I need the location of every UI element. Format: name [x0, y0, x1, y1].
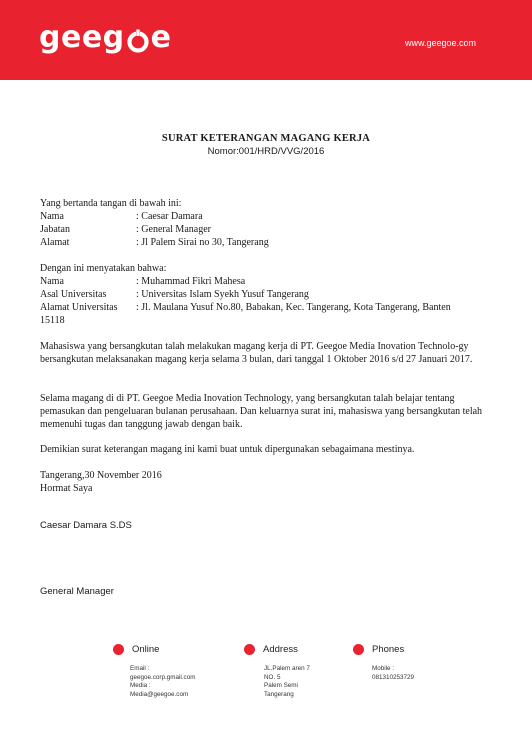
footer-phones-details: Mobile : 081310253729: [372, 665, 415, 681]
logo-o-mark-icon: [126, 26, 150, 50]
geegoe-logo: geeg e: [39, 19, 172, 55]
student-label: Asal Universitas: [40, 289, 107, 300]
signer-label: Alamat: [40, 237, 70, 248]
paragraph-closing: Demikian surat keterangan magang ini kami buat untuk dipergunakan sebagaimana mestinya.: [40, 444, 415, 455]
student-label: Nama: [40, 276, 64, 287]
signer-value: : Caesar Damara: [136, 211, 203, 222]
signer-row: [40, 210, 492, 223]
signer-value: : Jl Palem Sirai no 30, Tangerang: [136, 237, 269, 248]
document-number: Nomor:001/HRD/VVG/2016: [207, 146, 325, 157]
student-value: : Muhammad Fikri Mahesa: [136, 276, 246, 287]
student-label: Alamat Universitas: [40, 302, 118, 313]
student-address-continuation: 15118: [40, 315, 65, 326]
footer-address-details: JL.Palem aren 7 NO. 5 Palem Semi Tangerang: [264, 665, 310, 698]
student-section: [40, 262, 492, 327]
paragraph-internship: Mahasiswa yang bersangkutan talah melakukan magang kerja di PT. Geegoe Media Inovation Technolo-gy bersangkutan melaksanakan magang kerja selama 3 bulan, dari tanggal 1 Oktober 2016 s/d 27 Januari 2017.: [40, 341, 473, 365]
footer-online-details: Email : geegoe.corp.gmail.com Media : Media@geegoe.com: [130, 665, 196, 698]
place-date-block: [40, 469, 492, 495]
document-title-block: [0, 133, 532, 157]
address-bullet-icon: [244, 644, 255, 655]
student-value: : Universitas Islam Syekh Yusuf Tangerang: [136, 289, 309, 300]
signer-value: : General Manager: [136, 224, 211, 235]
student-row: [40, 275, 492, 288]
phones-bullet-icon: [353, 644, 364, 655]
intro-line: Yang bertanda tangan di bawah ini:: [40, 198, 182, 209]
signer-position: General Manager: [40, 586, 114, 597]
document-title: SURAT KETERANGAN MAGANG KERJA: [161, 133, 371, 144]
letterhead-banner: [0, 0, 532, 80]
student-value: : Jl. Maulana Yusuf No.80, Babakan, Kec. Tangerang, Kota Tangerang, Banten: [136, 302, 451, 313]
student-row: [40, 288, 492, 301]
closing-salutation: Hormat Saya: [40, 483, 93, 494]
online-bullet-icon: [113, 644, 124, 655]
footer-phones-title: Phones: [372, 644, 405, 655]
footer-online-title: Online: [132, 644, 160, 655]
signer-label: Jabatan: [40, 224, 70, 235]
footer-address-title: Address: [263, 644, 298, 655]
signer-label: Nama: [40, 211, 64, 222]
signer-name: Caesar Damara S.DS: [40, 520, 132, 531]
student-row: [40, 301, 492, 314]
place-date: Tangerang,30 November 2016: [40, 470, 162, 481]
website-url: www.geegoe.com: [404, 38, 476, 48]
statement-line: Dengan ini menyatakan bahwa:: [40, 263, 167, 274]
signer-row: [40, 236, 492, 249]
signer-section: [40, 197, 492, 249]
signer-row: [40, 223, 492, 236]
paragraph-activities: Selama magang di di PT. Geegoe Media Inovation Technology, yang bersangkutan talah belajar tentang pemasukan dan pengeluaran bulanan perusahaan. Dan keluarnya surat ini, mahasiswa yang bersangkutan telah memenuhi tugas dan tanggung jawab dengan baik.: [40, 393, 483, 430]
